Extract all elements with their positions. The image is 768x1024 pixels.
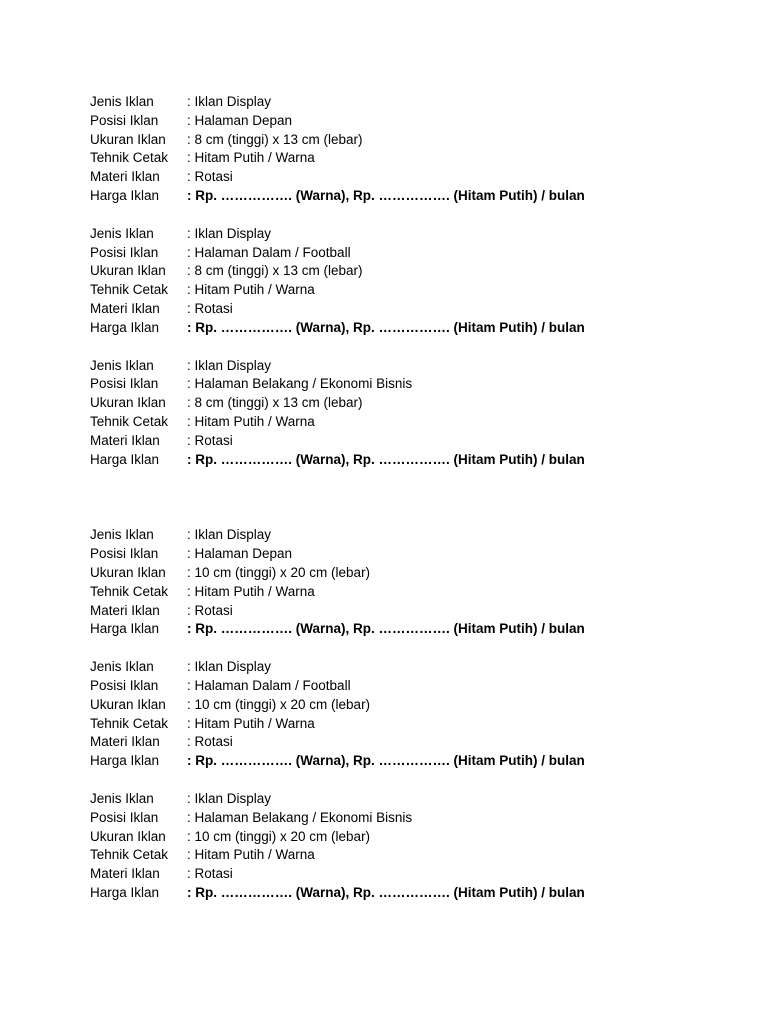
price-value: : Rp. ……………. (Warna), Rp. ……………. (Hitam Putih) / bulan: [187, 884, 585, 900]
spec-value: : Halaman Depan: [187, 112, 293, 128]
spec-label: Posisi Iklan: [90, 376, 159, 392]
spec-row: [90, 620, 730, 639]
spec-value: : 8 cm (tinggi) x 13 cm (lebar): [187, 263, 363, 279]
spec-label: Posisi Iklan: [90, 112, 159, 128]
section-spacer: [90, 469, 730, 526]
spec-row: [90, 281, 730, 300]
spec-label: Posisi Iklan: [90, 677, 159, 693]
spec-row: [90, 244, 730, 263]
price-value: : Rp. ……………. (Warna), Rp. ……………. (Hitam Putih) / bulan: [187, 187, 585, 203]
spec-label: Materi Iklan: [90, 169, 160, 185]
spec-row: [90, 93, 730, 112]
spec-value: : Halaman Depan: [187, 546, 293, 562]
spec-label: Materi Iklan: [90, 602, 160, 618]
block-spacer: [90, 771, 730, 790]
spec-value: : Iklan Display: [187, 357, 272, 373]
spec-label: Ukuran Iklan: [90, 395, 166, 411]
spec-row: [90, 300, 730, 319]
spec-row: [90, 602, 730, 621]
document-page: [90, 93, 730, 903]
spec-value: : Iklan Display: [187, 790, 272, 806]
spec-value: : Iklan Display: [187, 225, 272, 241]
spec-value: : 8 cm (tinggi) x 13 cm (lebar): [187, 131, 363, 147]
spec-row: [90, 112, 730, 131]
spec-row: [90, 865, 730, 884]
spec-label: Jenis Iklan: [90, 659, 154, 675]
block-spacer: [90, 206, 730, 225]
price-value: : Rp. ……………. (Warna), Rp. ……………. (Hitam Putih) / bulan: [187, 319, 585, 335]
spec-label: Tehnik Cetak: [90, 150, 169, 166]
spec-label: Ukuran Iklan: [90, 828, 166, 844]
spec-label: Harga Iklan: [90, 884, 160, 900]
spec-row: [90, 131, 730, 150]
ad-spec-block: [90, 658, 730, 771]
spec-value: : Hitam Putih / Warna: [187, 150, 315, 166]
spec-label: Tehnik Cetak: [90, 715, 169, 731]
spec-label: Harga Iklan: [90, 621, 160, 637]
spec-value: : Hitam Putih / Warna: [187, 583, 315, 599]
spec-label: Jenis Iklan: [90, 790, 154, 806]
spec-label: Posisi Iklan: [90, 809, 159, 825]
spec-value: : Halaman Belakang / Ekonomi Bisnis: [187, 376, 413, 392]
spec-value: : Hitam Putih / Warna: [187, 413, 315, 429]
spec-label: Materi Iklan: [90, 866, 160, 882]
price-value: : Rp. ……………. (Warna), Rp. ……………. (Hitam Putih) / bulan: [187, 621, 585, 637]
spec-row: [90, 413, 730, 432]
spec-value: : 10 cm (tinggi) x 20 cm (lebar): [187, 696, 371, 712]
spec-value: : Hitam Putih / Warna: [187, 847, 315, 863]
spec-label: Materi Iklan: [90, 300, 160, 316]
price-value: : Rp. ……………. (Warna), Rp. ……………. (Hitam Putih) / bulan: [187, 451, 585, 467]
spec-value: : Hitam Putih / Warna: [187, 715, 315, 731]
spec-value: : Rotasi: [187, 866, 233, 882]
spec-label: Tehnik Cetak: [90, 847, 169, 863]
spec-row: [90, 828, 730, 847]
spec-value: : Rotasi: [187, 169, 233, 185]
spec-value: : Rotasi: [187, 734, 233, 750]
spec-row: [90, 262, 730, 281]
spec-value: : 10 cm (tinggi) x 20 cm (lebar): [187, 828, 371, 844]
spec-row: [90, 451, 730, 470]
spec-row: [90, 846, 730, 865]
spec-row: [90, 677, 730, 696]
spec-row: [90, 583, 730, 602]
spec-row: [90, 715, 730, 734]
spec-row: [90, 526, 730, 545]
spec-row: [90, 394, 730, 413]
spec-value: : Rotasi: [187, 602, 233, 618]
spec-label: Harga Iklan: [90, 753, 160, 769]
spec-label: Ukuran Iklan: [90, 131, 166, 147]
spec-label: Materi Iklan: [90, 432, 160, 448]
spec-label: Harga Iklan: [90, 451, 160, 467]
spec-label: Jenis Iklan: [90, 225, 154, 241]
ad-spec-block: [90, 526, 730, 639]
spec-label: Tehnik Cetak: [90, 583, 169, 599]
spec-value: : Rotasi: [187, 432, 233, 448]
spec-row: [90, 790, 730, 809]
spec-value: : Iklan Display: [187, 527, 272, 543]
block-spacer: [90, 338, 730, 357]
spec-value: : Rotasi: [187, 300, 233, 316]
spec-value: : 10 cm (tinggi) x 20 cm (lebar): [187, 564, 371, 580]
spec-row: [90, 375, 730, 394]
spec-label: Tehnik Cetak: [90, 413, 169, 429]
spec-value: : 8 cm (tinggi) x 13 cm (lebar): [187, 395, 363, 411]
spec-label: Materi Iklan: [90, 734, 160, 750]
spec-row: [90, 545, 730, 564]
spec-value: : Halaman Belakang / Ekonomi Bisnis: [187, 809, 413, 825]
spec-row: [90, 432, 730, 451]
spec-row: [90, 658, 730, 677]
spec-row: [90, 809, 730, 828]
spec-row: [90, 149, 730, 168]
spec-label: Jenis Iklan: [90, 357, 154, 373]
spec-row: [90, 752, 730, 771]
spec-label: Ukuran Iklan: [90, 263, 166, 279]
spec-label: Jenis Iklan: [90, 527, 154, 543]
spec-value: : Iklan Display: [187, 659, 272, 675]
spec-value: : Iklan Display: [187, 94, 272, 109]
spec-label: Harga Iklan: [90, 319, 160, 335]
spec-row: [90, 319, 730, 338]
ad-spec-block: [90, 357, 730, 470]
ad-spec-block: [90, 225, 730, 338]
spec-row: [90, 225, 730, 244]
spec-value: : Halaman Dalam / Football: [187, 677, 351, 693]
ad-spec-block: [90, 790, 730, 903]
spec-label: Ukuran Iklan: [90, 696, 166, 712]
price-value: : Rp. ……………. (Warna), Rp. ……………. (Hitam Putih) / bulan: [187, 753, 585, 769]
spec-label: Posisi Iklan: [90, 244, 159, 260]
spec-row: [90, 696, 730, 715]
spec-value: : Hitam Putih / Warna: [187, 282, 315, 298]
spec-label: Ukuran Iklan: [90, 564, 166, 580]
spec-row: [90, 733, 730, 752]
spec-row: [90, 564, 730, 583]
spec-row: [90, 168, 730, 187]
ad-spec-block: [90, 93, 730, 206]
spec-row: [90, 884, 730, 903]
spec-label: Posisi Iklan: [90, 546, 159, 562]
spec-row: [90, 357, 730, 376]
spec-label: Tehnik Cetak: [90, 282, 169, 298]
spec-value: : Halaman Dalam / Football: [187, 244, 351, 260]
spec-label: Harga Iklan: [90, 187, 160, 203]
block-spacer: [90, 639, 730, 658]
spec-row: [90, 187, 730, 206]
spec-label: Jenis Iklan: [90, 94, 154, 109]
